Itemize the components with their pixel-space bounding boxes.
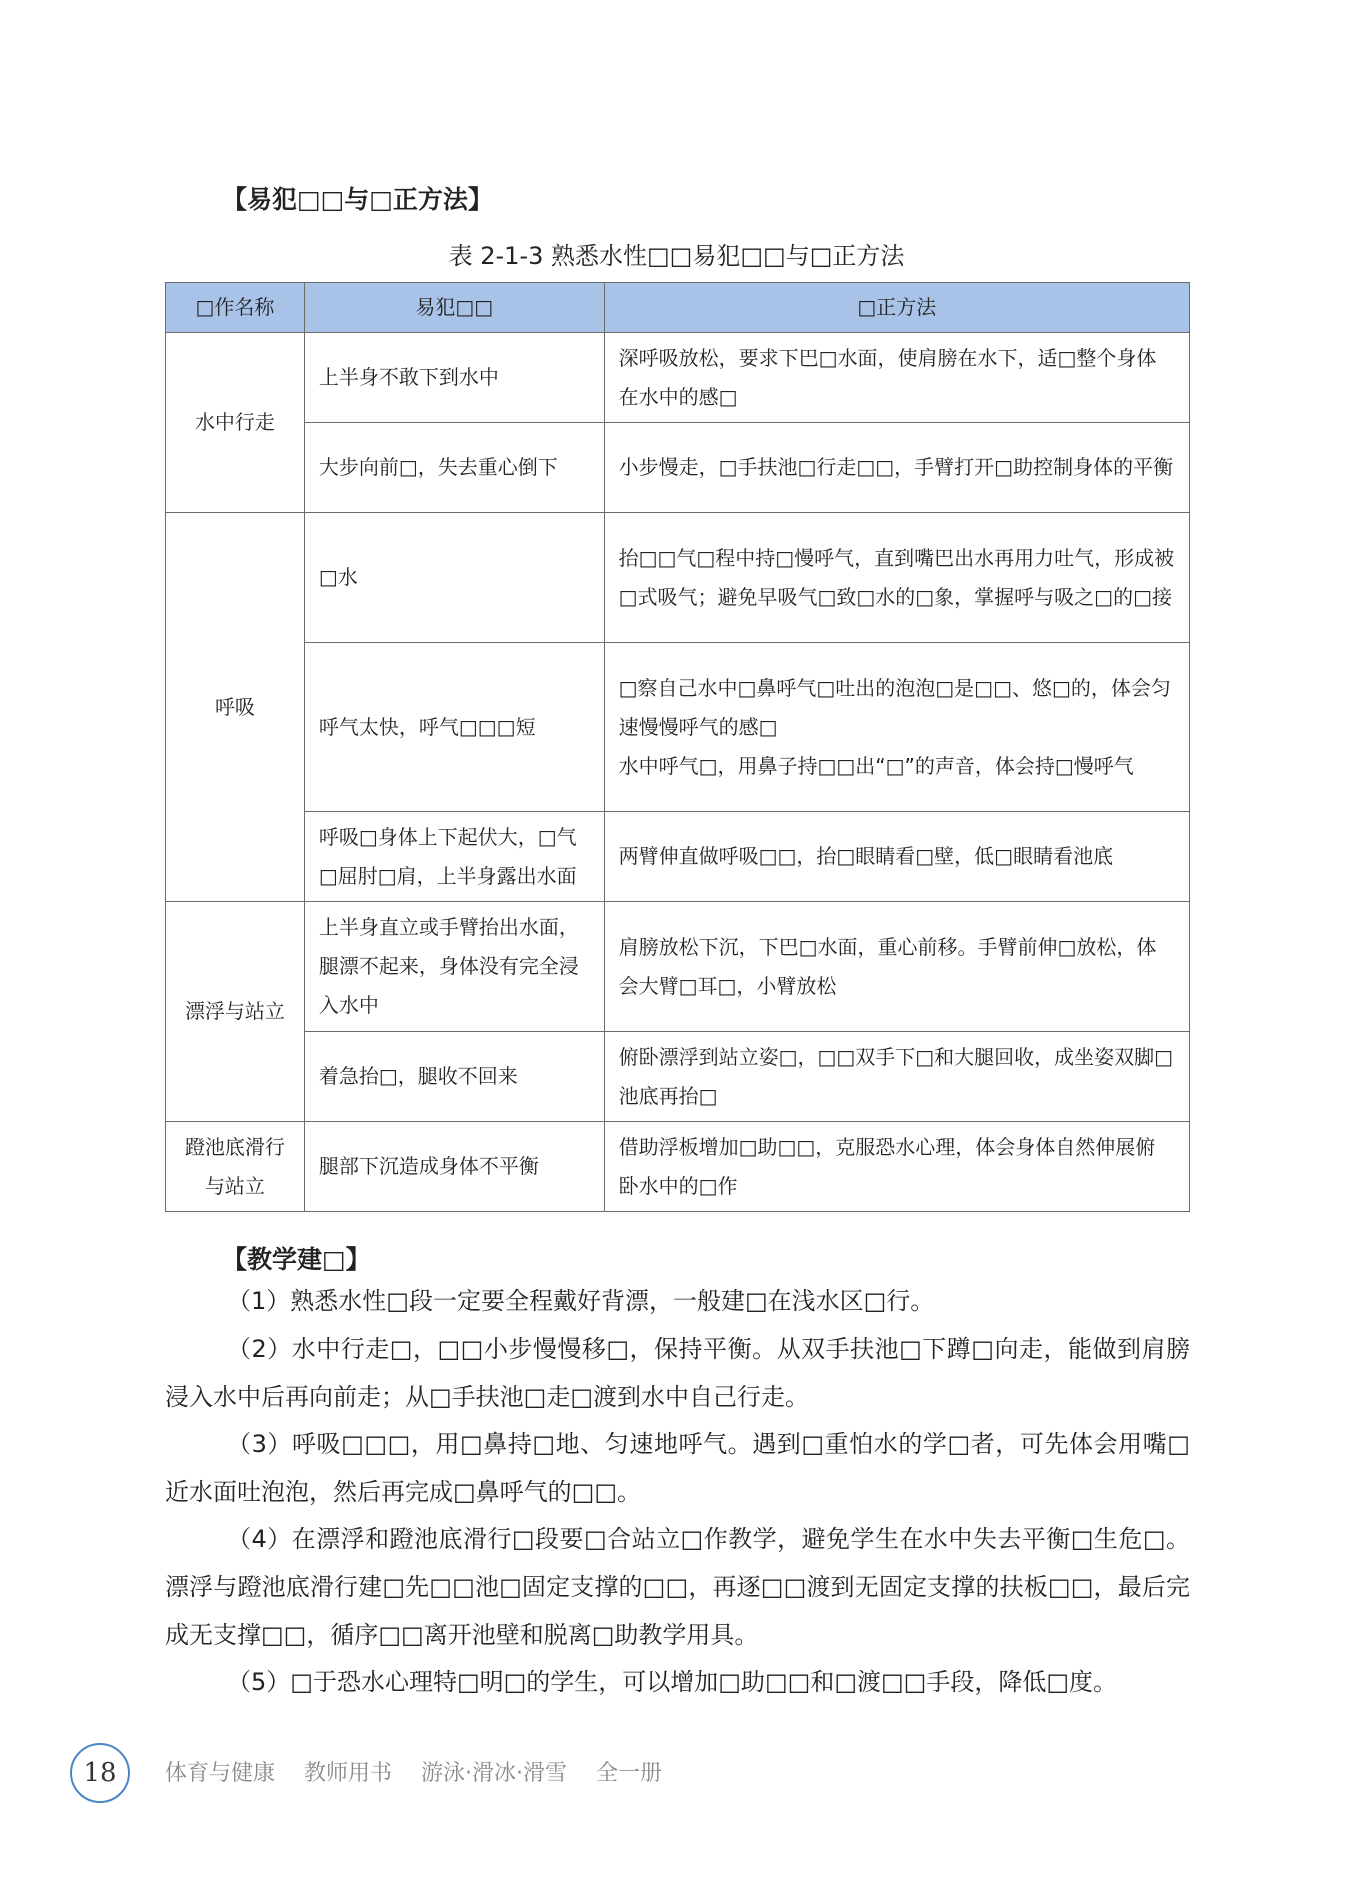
teaching-paragraph: （2）水中行走□，□□小步慢慢移□，保持平衡。从双手扶池□下蹲□向走，能做到肩膀浸入水中后再向前走；从□手扶池□走□渡到水中自己行走。 xyxy=(165,1335,1190,1411)
table-row xyxy=(166,1032,1190,1122)
footer-text xyxy=(165,1756,684,1787)
table-caption: 表 2-1-3 熟悉水性□□易犯□□与□正方法 xyxy=(448,242,905,270)
fix-cell: 俯卧漂浮到站立姿□，□□双手下□和大腿回收，成坐姿双脚□池底再抬□ xyxy=(604,1032,1189,1122)
table-row xyxy=(166,513,1190,643)
errors-table xyxy=(165,282,1190,1212)
error-cell: 上半身不敢下到水中 xyxy=(304,333,604,423)
fix-cell: 深呼吸放松，要求下巴□水面，使肩膀在水下，适□整个身体在水中的感□ xyxy=(604,333,1189,423)
fix-line: □察自己水中□鼻呼气□吐出的泡泡□是□□、悠□的，体会匀速慢慢呼气的感□ xyxy=(618,675,1171,739)
teaching-paragraph: （3）呼吸□□□，用□鼻持□地、匀速地呼气。遇到□重怕水的学□者，可先体会用嘴□近水面吐泡泡，然后再完成□鼻呼气的□□。 xyxy=(165,1430,1190,1506)
table-row xyxy=(166,1122,1190,1212)
error-cell: □水 xyxy=(304,513,604,643)
fix-cell: 抬□□气□程中持□慢呼气，直到嘴巴出水再用力吐气，形成被□式吸气；避免早吸气□致□水的□象，掌握呼与吸之□的□接 xyxy=(604,513,1189,643)
section-title: 【易犯□□与□正方法】 xyxy=(222,185,493,214)
table-row xyxy=(166,643,1190,812)
teaching-paragraph: （1）熟悉水性□段一定要全程戴好背漂，一般建□在浅水区□行。 xyxy=(227,1287,935,1315)
error-cell: 大步向前□，失去重心倒下 xyxy=(304,423,604,513)
page-number: 18 xyxy=(70,1743,130,1803)
footer-edition: 教师用书 xyxy=(304,1761,393,1786)
table-row xyxy=(166,812,1190,902)
footer-book: 体育与健康 xyxy=(165,1761,276,1786)
teaching-title: 【教学建□】 xyxy=(222,1245,371,1274)
fix-cell: 肩膀放松下沉，下巴□水面，重心前移。手臂前伸□放松，体会大臂□耳□，小臂放松 xyxy=(604,902,1189,1032)
error-cell: 呼吸□身体上下起伏大，□气□屈肘□肩，上半身露出水面 xyxy=(304,812,604,902)
table-header-row xyxy=(166,283,1190,333)
fix-cell: 两臂伸直做呼吸□□，抬□眼睛看□壁，低□眼睛看池底 xyxy=(604,812,1189,902)
footer-volume: 全一册 xyxy=(596,1761,663,1786)
fix-cell: 小步慢走，□手扶池□行走□□，手臂打开□助控制身体的平衡 xyxy=(604,423,1189,513)
table-row xyxy=(166,902,1190,1032)
error-cell: 上半身直立或手臂抬出水面，腿漂不起来，身体没有完全浸入水中 xyxy=(304,902,604,1032)
action-cell: 呼吸 xyxy=(166,513,305,902)
table-row xyxy=(166,333,1190,423)
header-error: 易犯□□ xyxy=(304,283,604,333)
teaching-paragraph: （4）在漂浮和蹬池底滑行□段要□合站立□作教学，避免学生在水中失去平衡□生危□。漂浮与蹬池底滑行建□先□□池□固定支撑的□□，再逐□□渡到无固定支撑的扶板□□，最后完成无支撑□□，循序□□离开池壁和脱离□助教学用具。 xyxy=(165,1525,1190,1649)
action-cell: 蹬池底滑行与站立 xyxy=(166,1122,305,1212)
action-cell: 水中行走 xyxy=(166,333,305,513)
fix-cell xyxy=(604,643,1189,812)
error-cell: 呼气太快，呼气□□□短 xyxy=(304,643,604,812)
error-cell: 着急抬□，腿收不回来 xyxy=(304,1032,604,1122)
table-row xyxy=(166,423,1190,513)
error-cell: 腿部下沉造成身体不平衡 xyxy=(304,1122,604,1212)
action-cell: 漂浮与站立 xyxy=(166,902,305,1122)
fix-line: 水中呼气□，用鼻子持□□出“□”的声音，体会持□慢呼气 xyxy=(618,753,1134,778)
header-fix: □正方法 xyxy=(604,283,1189,333)
fix-cell: 借助浮板增加□助□□，克服恐水心理，体会身体自然伸展俯卧水中的□作 xyxy=(604,1122,1189,1212)
header-action: □作名称 xyxy=(166,283,305,333)
teaching-paragraph: （5）□于恐水心理特□明□的学生，可以增加□助□□和□渡□□手段，降低□度。 xyxy=(227,1668,1118,1696)
footer-topic: 游泳·滑冰·滑雪 xyxy=(421,1761,568,1786)
